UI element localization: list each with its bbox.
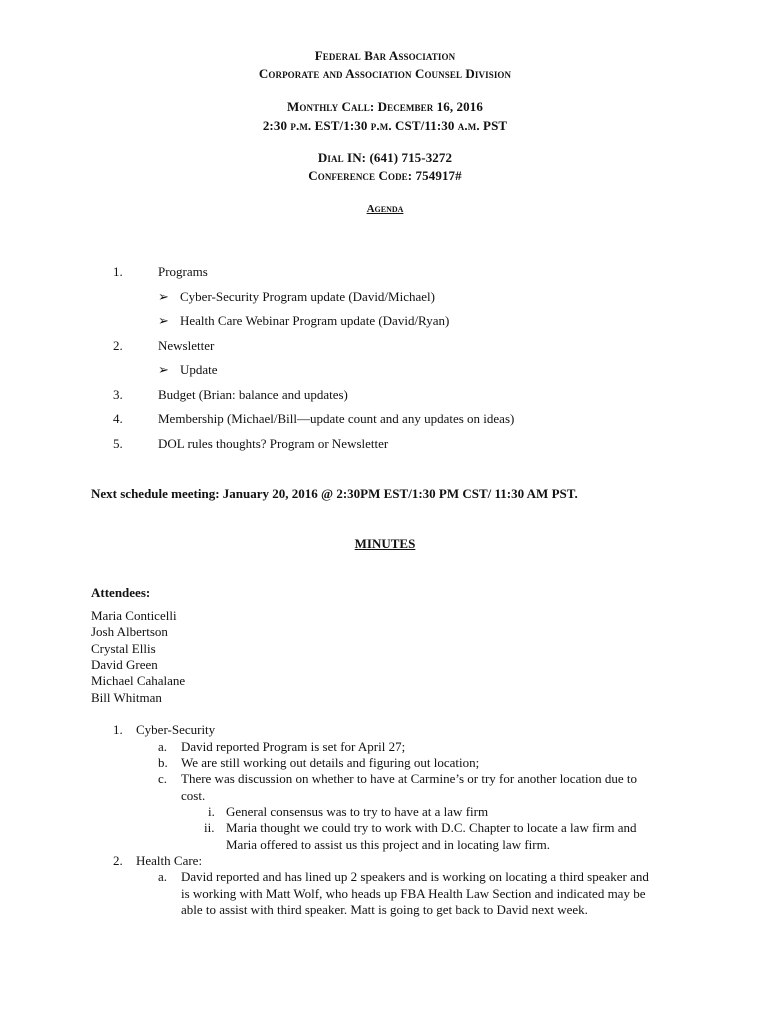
- sub-text: David reported and has lined up 2 speakers and is working on locating a third speaker and: [181, 869, 649, 884]
- minutes-heading: MINUTES: [354, 536, 416, 551]
- agenda-item: DOL rules thoughts? Program or Newsletter: [158, 436, 389, 451]
- agenda-num: 4.: [113, 411, 123, 426]
- attendee: Josh Albertson: [91, 624, 168, 639]
- agenda-bullet: [158, 362, 218, 378]
- agenda-heading: Agenda: [366, 203, 404, 215]
- sub-text: We are still working out details and figuring out location;: [181, 755, 480, 770]
- conference-code: Conference Code: 754917#: [308, 168, 462, 183]
- agenda-bullet: [158, 289, 435, 305]
- division-title: Corporate and Association Counsel Division: [258, 66, 512, 81]
- sub-text: General consensus was to try to have at a law firm: [226, 804, 489, 819]
- sub-text: able to assist with third speaker. Matt is going to get back to David next week.: [181, 902, 588, 917]
- attendee: Michael Cahalane: [91, 673, 186, 688]
- agenda-num: 2.: [113, 338, 123, 353]
- roman-num: i.: [208, 804, 215, 819]
- sub-text: cost.: [181, 788, 206, 803]
- call-time: 2:30 p.m. EST/1:30 p.m. CST/11:30 a.m. PST: [262, 118, 508, 133]
- minutes-num: 1.: [113, 722, 123, 737]
- agenda-num: 3.: [113, 387, 123, 402]
- attendee: Crystal Ellis: [91, 641, 156, 656]
- bullet-text: Health Care Webinar Program update (David/Ryan): [180, 313, 450, 328]
- roman-num: ii.: [204, 820, 215, 835]
- dial-in: Dial IN: (641) 715-3272: [317, 150, 453, 165]
- org-title: Federal Bar Association: [314, 48, 456, 63]
- minutes-num: 2.: [113, 853, 123, 868]
- minutes-section-title: Cyber-Security: [136, 722, 216, 737]
- bullet-text: Cyber-Security Program update (David/Michael): [180, 289, 435, 304]
- next-meeting: Next schedule meeting: January 20, 2016 @ 2:30PM EST/1:30 PM CST/ 11:30 AM PST.: [91, 486, 578, 501]
- attendee: David Green: [91, 657, 158, 672]
- arrow-bullet-icon: ➢: [158, 313, 169, 328]
- agenda-item: Budget (Brian: balance and updates): [158, 387, 348, 402]
- attendee: Bill Whitman: [91, 690, 162, 705]
- agenda-item: Programs: [158, 264, 208, 279]
- sub-letter: c.: [158, 771, 168, 786]
- sub-letter: b.: [158, 755, 168, 770]
- agenda-bullet: [158, 313, 449, 329]
- minutes-section-title: Health Care:: [136, 853, 203, 868]
- arrow-bullet-icon: ➢: [158, 362, 169, 377]
- agenda-item: Membership (Michael/Bill—update count and any updates on ideas): [158, 411, 515, 426]
- sub-letter: a.: [158, 869, 168, 884]
- bullet-text: Update: [180, 362, 218, 377]
- call-date: Monthly Call: December 16, 2016: [287, 99, 483, 114]
- agenda-item: Newsletter: [158, 338, 215, 353]
- agenda-num: 5.: [113, 436, 123, 451]
- arrow-bullet-icon: ➢: [158, 289, 169, 304]
- agenda-num: 1.: [113, 264, 123, 279]
- sub-text: is working with Matt Wolf, who heads up FBA Health Law Section and indicated may be: [181, 886, 646, 901]
- sub-text: Maria thought we could try to work with D.C. Chapter to locate a law firm and: [226, 820, 637, 835]
- attendees-label: Attendees:: [91, 585, 151, 600]
- attendee: Maria Conticelli: [91, 608, 177, 623]
- sub-text: There was discussion on whether to have at Carmine’s or try for another location due to: [181, 771, 637, 786]
- sub-text: Maria offered to assist us this project and in locating law firm.: [226, 837, 550, 852]
- sub-letter: a.: [158, 739, 168, 754]
- sub-text: David reported Program is set for April 27;: [181, 739, 406, 754]
